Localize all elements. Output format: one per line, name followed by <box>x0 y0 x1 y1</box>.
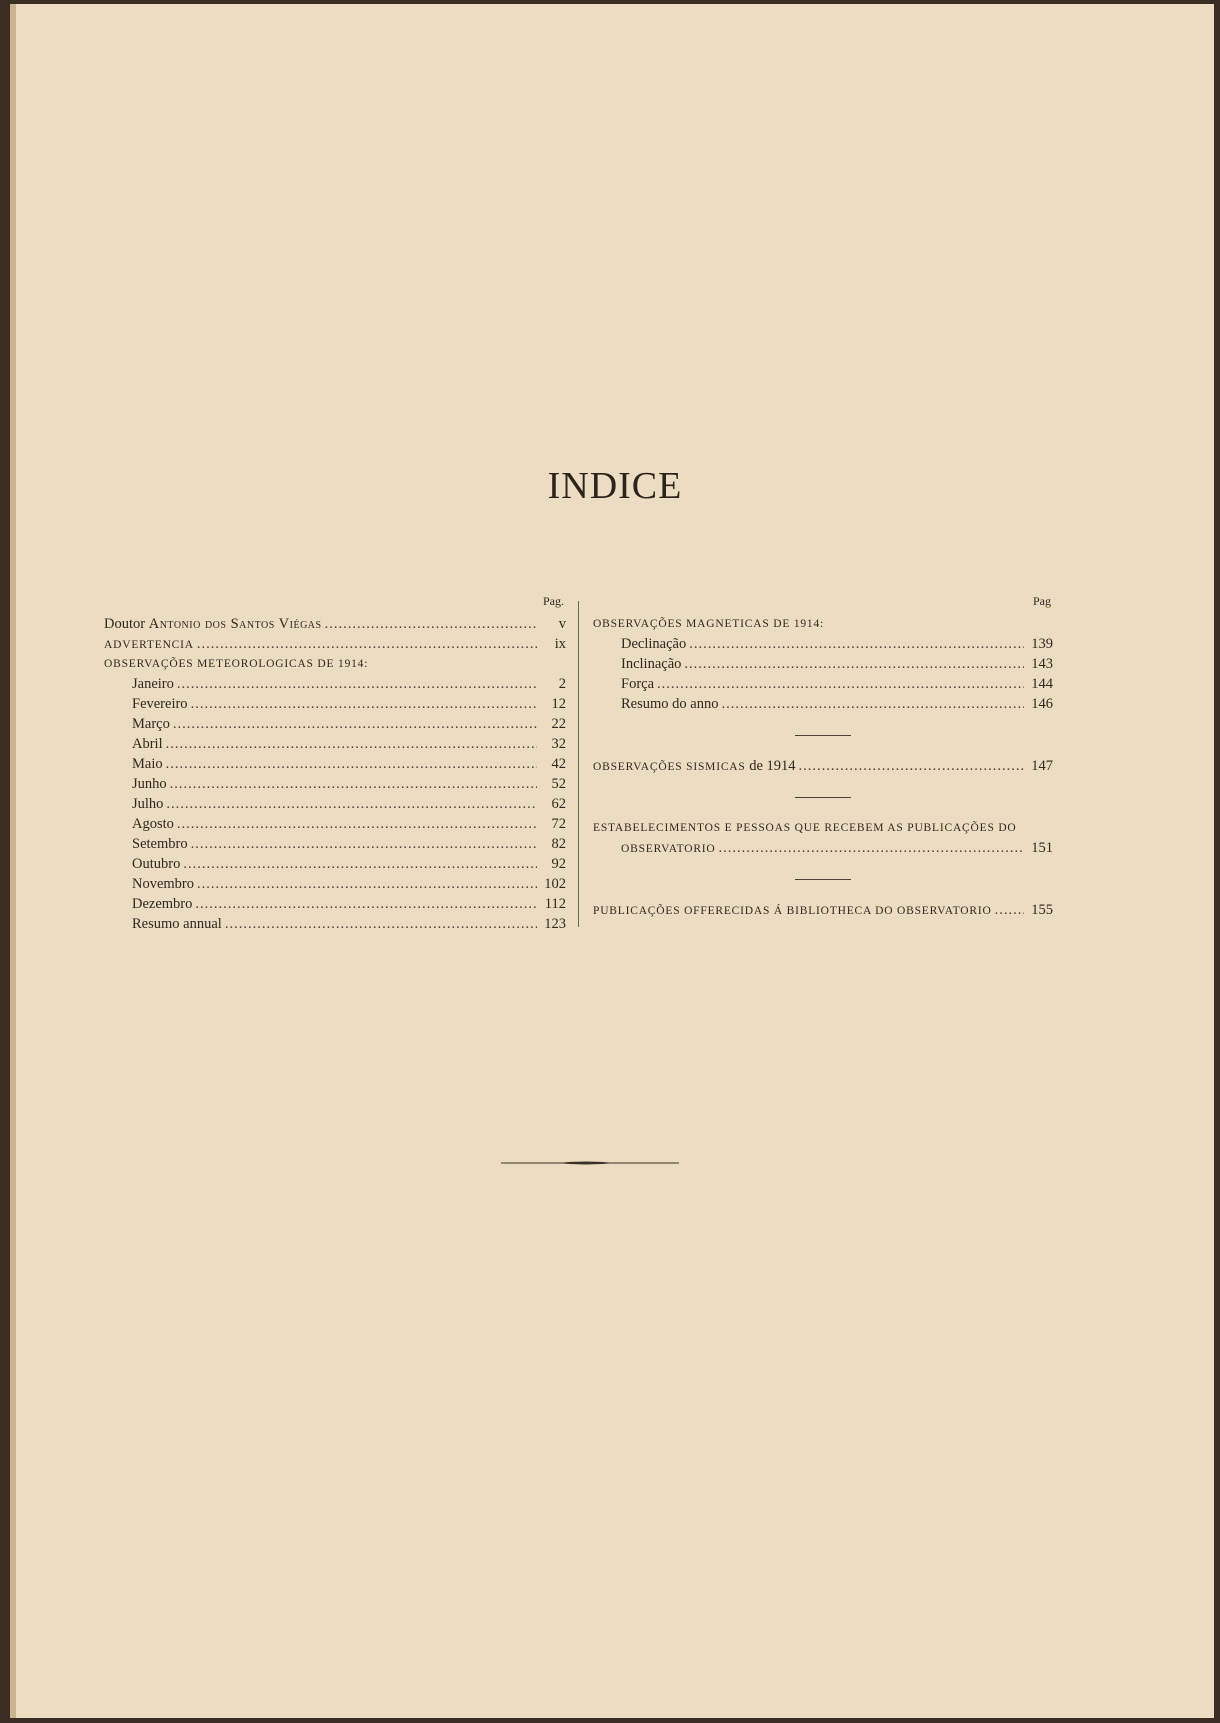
dot-leader <box>689 634 1024 654</box>
toc-entry <box>104 874 566 894</box>
dot-leader <box>177 814 537 834</box>
toc-label: Maio <box>132 756 163 772</box>
dot-leader <box>183 854 537 874</box>
toc-entry <box>593 900 1053 920</box>
toc-entry <box>104 714 566 734</box>
dot-leader <box>177 674 537 694</box>
toc-entry <box>104 614 566 634</box>
toc-label: Fevereiro <box>132 696 188 712</box>
dot-leader <box>170 774 537 794</box>
dot-leader <box>657 674 1024 694</box>
toc-label: Junho <box>132 776 167 792</box>
toc-label: OBSERVAÇÕES METEOROLOGICAS DE 1914: <box>104 658 369 670</box>
toc-label: Setembro <box>132 836 188 852</box>
toc-label: ADVERTENCIA <box>104 639 194 651</box>
toc-page: 32 <box>551 736 566 752</box>
column-divider <box>578 601 579 927</box>
toc-page: 112 <box>544 896 566 912</box>
toc-page: 22 <box>551 716 566 732</box>
toc-entry <box>104 674 566 694</box>
dot-leader <box>173 714 537 734</box>
toc-page: 146 <box>1031 696 1053 712</box>
toc-label-line2: OBSERVATORIO <box>621 843 716 855</box>
toc-label: Novembro <box>132 876 195 892</box>
dot-leader <box>195 894 537 914</box>
toc-label: Dezembro <box>132 896 193 912</box>
toc-section-heading <box>593 614 1053 634</box>
dot-leader <box>325 614 537 634</box>
toc-entry <box>104 694 566 714</box>
toc-entry <box>104 834 566 854</box>
dot-leader <box>799 756 1024 776</box>
pag-header-right: Pag <box>1033 594 1051 608</box>
dot-leader <box>166 754 537 774</box>
toc-label: Força <box>621 676 655 692</box>
dot-leader <box>684 654 1024 674</box>
toc-label-year: de 1914 <box>745 758 796 774</box>
toc-page: 147 <box>1031 758 1053 774</box>
toc-page: 62 <box>551 796 566 812</box>
toc-entry <box>104 914 566 934</box>
page-title: INDICE <box>547 465 683 507</box>
dot-leader <box>166 734 537 754</box>
toc-label: Janeiro <box>132 676 174 692</box>
toc-page: 155 <box>1031 902 1053 918</box>
section-divider <box>795 797 851 798</box>
toc-entry <box>104 754 566 774</box>
right-column <box>593 594 1053 920</box>
toc-page: 72 <box>551 816 566 832</box>
toc-label: Inclinação <box>621 656 682 672</box>
toc-label-line1: ESTABELECIMENTOS E PESSOAS QUE RECEBEM AS PUBLICAÇÕES DO <box>593 822 1017 834</box>
toc-page: 102 <box>544 876 566 892</box>
toc-label: Outubro <box>132 856 181 872</box>
dot-leader <box>719 838 1024 858</box>
toc-entry <box>104 854 566 874</box>
toc-label: OBSERVAÇÕES MAGNETICAS DE 1914: <box>593 618 825 630</box>
toc-entry <box>593 654 1053 674</box>
toc-label: OBSERVAÇÕES SISMICAS <box>593 761 746 773</box>
toc-label: Abril <box>132 736 163 752</box>
toc-label-name: Antonio dos Santos Viégas <box>148 616 322 632</box>
toc-label: Declinação <box>621 636 687 652</box>
toc-label: Doutor <box>104 616 149 632</box>
toc-page: 82 <box>551 836 566 852</box>
pag-header-left: Pag. <box>543 594 564 608</box>
toc-page: 12 <box>551 696 566 712</box>
dot-leader <box>995 900 1024 920</box>
toc-page: ix <box>554 636 566 652</box>
section-divider <box>795 735 851 736</box>
document-page <box>10 4 1214 1718</box>
dot-leader <box>191 694 537 714</box>
toc-page: 123 <box>544 916 566 932</box>
section-divider <box>795 879 851 880</box>
toc-entry <box>104 634 566 654</box>
dot-leader <box>197 634 537 654</box>
toc-label: Agosto <box>132 816 174 832</box>
end-ornament <box>501 1160 679 1166</box>
dot-leader <box>197 874 537 894</box>
toc-entry <box>104 794 566 814</box>
toc-page: v <box>558 616 566 632</box>
toc-entry <box>593 694 1053 714</box>
toc-entry <box>104 774 566 794</box>
dot-leader <box>721 694 1024 714</box>
toc-label: Julho <box>132 796 164 812</box>
toc-section-heading <box>104 654 566 674</box>
toc-page: 92 <box>551 856 566 872</box>
toc-entry <box>593 756 1053 776</box>
dot-leader <box>225 914 537 934</box>
toc-page: 52 <box>551 776 566 792</box>
toc-label: Resumo do anno <box>621 696 719 712</box>
toc-entry <box>593 634 1053 654</box>
toc-page: 144 <box>1031 676 1053 692</box>
toc-label: Março <box>132 716 170 732</box>
dot-leader <box>166 794 537 814</box>
left-column <box>104 594 566 934</box>
toc-page: 42 <box>551 756 566 772</box>
toc-entry-multiline <box>593 818 1053 858</box>
toc-page: 139 <box>1031 636 1053 652</box>
toc-entry <box>104 894 566 914</box>
toc-label: PUBLICAÇÕES OFFERECIDAS Á BIBLIOTHECA DO OBSERVATORIO <box>593 905 992 917</box>
toc-page: 2 <box>558 676 566 692</box>
toc-entry <box>593 674 1053 694</box>
toc-label: Resumo annual <box>132 916 222 932</box>
toc-entry <box>104 734 566 754</box>
toc-page: 151 <box>1031 840 1053 856</box>
toc-entry <box>104 814 566 834</box>
toc-page: 143 <box>1031 656 1053 672</box>
dot-leader <box>191 834 537 854</box>
